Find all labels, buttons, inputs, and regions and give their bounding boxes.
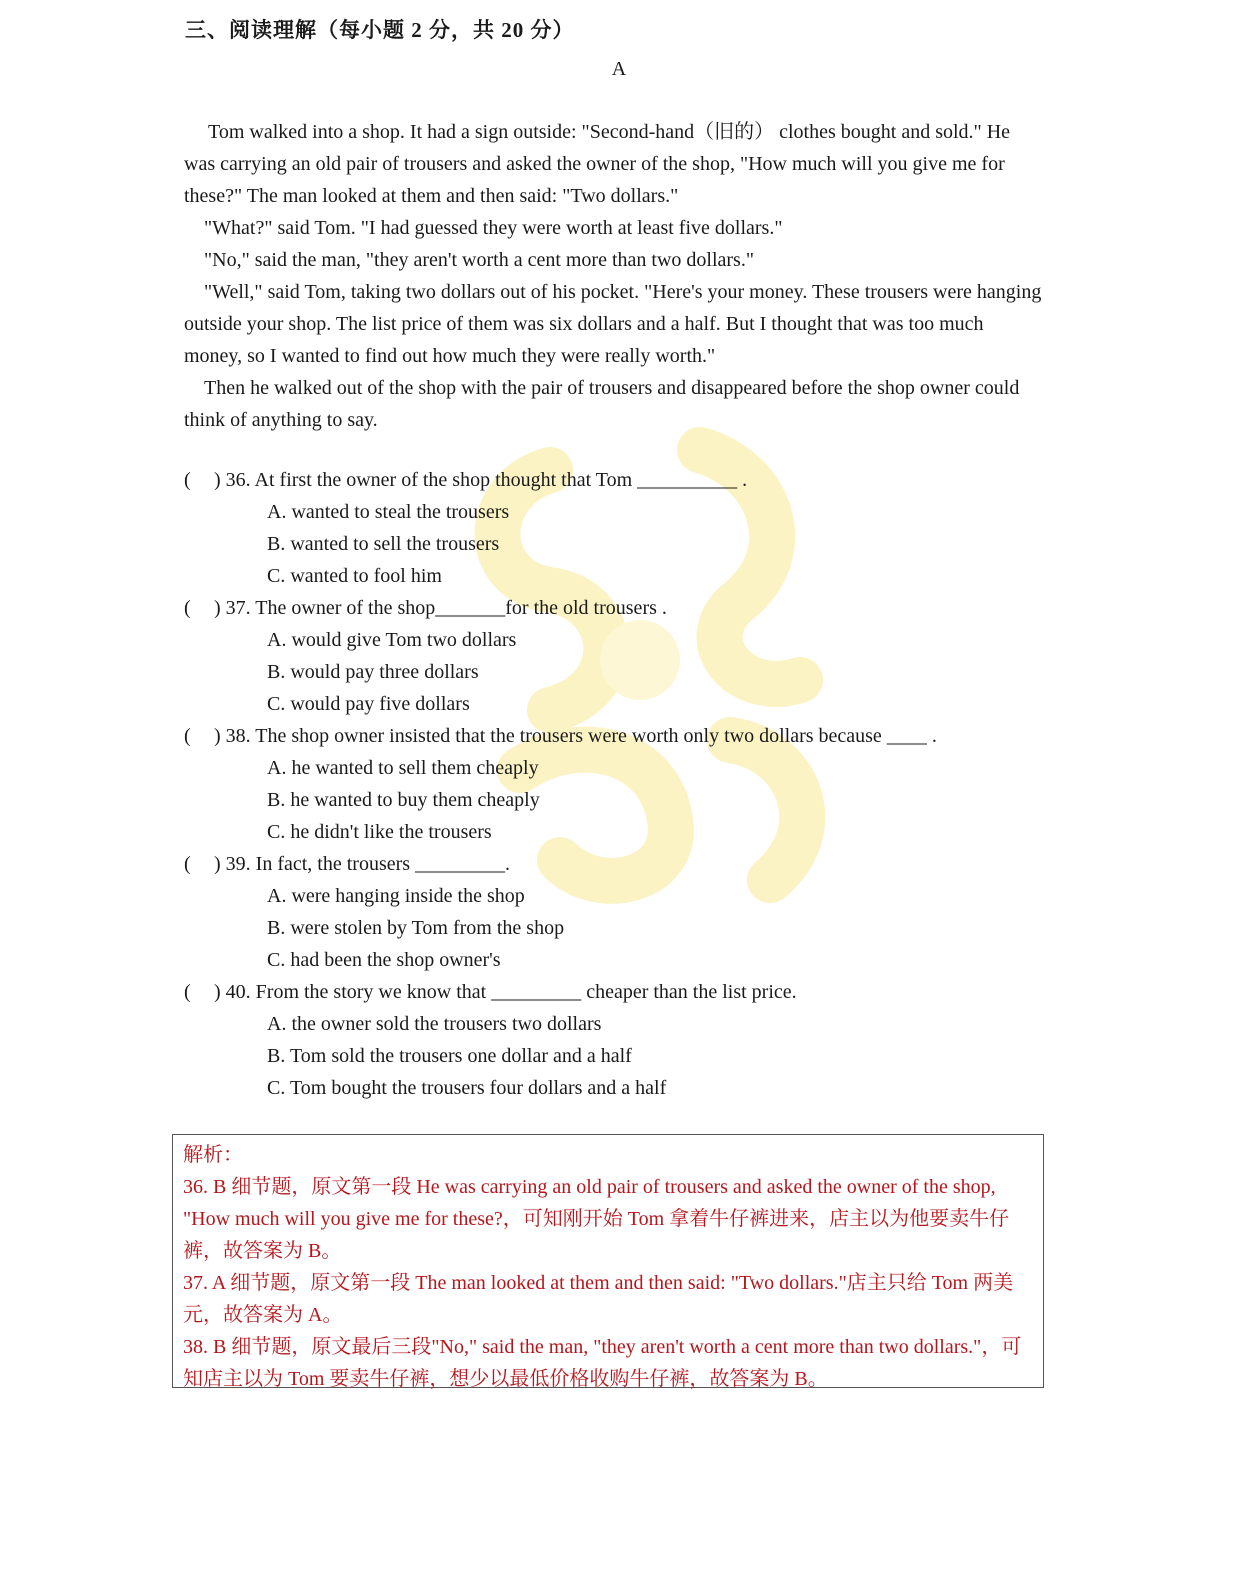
option-b: B. would pay three dollars: [267, 661, 479, 683]
question-text: ) 37. The owner of the shop_______for the old trousers .: [214, 597, 667, 619]
answer-blank: (: [184, 981, 191, 1003]
answer-blank: (: [184, 725, 191, 747]
question-text: ) 39. In fact, the trousers _________.: [214, 853, 511, 875]
question-text: ) 40. From the story we know that _________ cheaper than the list price.: [214, 981, 797, 1003]
passage-paragraph: Tom walked into a shop. It had a sign outside: "Second-hand（旧的） clothes bought and sold." He was carrying an old pair of trousers and asked the owner of the shop, "How much will you give me for these?" The man looked at them and then said: "Two dollars.": [184, 121, 1011, 207]
option-a: A. the owner sold the trousers two dollars: [267, 1013, 602, 1035]
question-36: [184, 464, 1084, 592]
option-a: A. were hanging inside the shop: [267, 885, 525, 907]
question-38: [184, 720, 1084, 848]
passage-paragraph: "Well," said Tom, taking two dollars out of his pocket. "Here's your money. These trousers were hanging outside your shop. The list price of them was six dollars and a half. But I thought that was too much money, so I wanted to find out how much they were really worth.": [184, 281, 1042, 367]
reading-passage: [184, 116, 1044, 436]
option-c: C. he didn't like the trousers: [267, 821, 492, 843]
passage-label: A: [611, 58, 627, 80]
question-37: [184, 592, 1084, 720]
option-a: A. would give Tom two dollars: [267, 629, 517, 651]
explanation-36: 36. B 细节题，原文第一段 He was carrying an old pair of trousers and asked the owner of the shop, "How much will you give me for these?，可知刚开始 Tom 拿着牛仔裤进来，店主以为他要卖牛仔裤，故答案为 B。: [183, 1176, 1010, 1262]
question-text: ) 38. The shop owner insisted that the trousers were worth only two dollars because ____ .: [214, 725, 937, 747]
answer-explanation-box: [172, 1134, 1044, 1388]
option-b: B. were stolen by Tom from the shop: [267, 917, 565, 939]
answer-blank: (: [184, 853, 191, 875]
option-c: C. had been the shop owner's: [267, 949, 501, 971]
answer-blank: (: [184, 469, 191, 491]
question-40: [184, 976, 1084, 1104]
option-b: B. Tom sold the trousers one dollar and a half: [267, 1045, 632, 1067]
question-39: [184, 848, 1084, 976]
option-b: B. wanted to sell the trousers: [267, 533, 500, 555]
passage-paragraph: "No," said the man, "they aren't worth a cent more than two dollars.": [204, 249, 754, 271]
option-c: C. would pay five dollars: [267, 693, 470, 715]
option-a: A. he wanted to sell them cheaply: [267, 757, 539, 779]
explanation-38: 38. B 细节题，原文最后三段"No," said the man, "they aren't worth a cent more than two dollars."，可知店主以为 Tom 要卖牛仔裤，想少以最低价格收购牛仔裤，故答案为 B。: [183, 1336, 1022, 1390]
passage-paragraph: Then he walked out of the shop with the pair of trousers and disappeared before the shop owner could think of anything to say.: [184, 377, 1020, 431]
option-a: A. wanted to steal the trousers: [267, 501, 510, 523]
section-title: 三、阅读理解（每小题 2 分，共 20 分）: [185, 18, 575, 42]
question-text: ) 36. At first the owner of the shop thought that Tom __________ .: [214, 469, 748, 491]
answer-blank: (: [184, 597, 191, 619]
option-c: C. Tom bought the trousers four dollars and a half: [267, 1077, 667, 1099]
option-c: C. wanted to fool him: [267, 565, 442, 587]
explanation-37: 37. A 细节题，原文第一段 The man looked at them and then said: "Two dollars."店主只给 Tom 两美元，故答案为 A。: [183, 1272, 1014, 1326]
explanation-heading: 解析：: [183, 1144, 243, 1166]
option-b: B. he wanted to buy them cheaply: [267, 789, 540, 811]
question-list: [184, 464, 1084, 1104]
passage-paragraph: "What?" said Tom. "I had guessed they were worth at least five dollars.": [204, 217, 783, 239]
